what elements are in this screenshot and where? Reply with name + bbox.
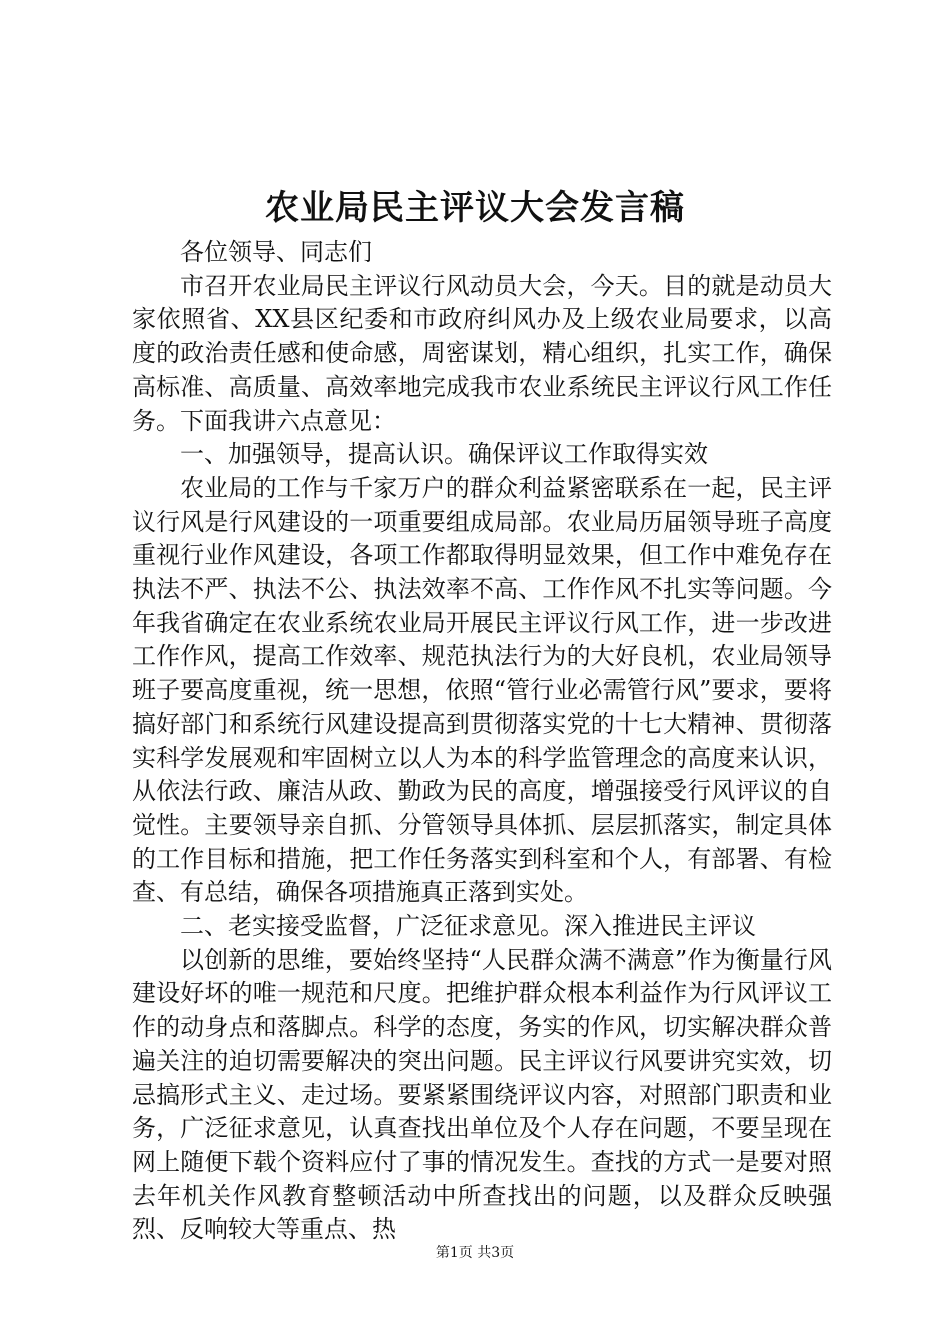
intro-paragraph: 市召开农业局民主评议行风动员大会，今天。目的就是动员大家依照省、XX县区纪委和市政府纠风办及上级农业局要求，以高度的政治责任感和使命感，周密谋划，精心组织，扎实工作，确保高标准、高质量、高效率地完成我市农业系统民主评议行风工作任务。下面我讲六点意见：: [132, 271, 832, 435]
section-heading-2: 二、老实接受监督，广泛征求意见。深入推进民主评议: [180, 912, 756, 941]
section-paragraph-2: 以创新的思维，要始终坚持“人民群众满不满意”作为衡量行风建设好坏的唯一规范和尺度。把维护群众根本利益作为行风评议工作的动身点和落脚点。科学的态度，务实的作风，切实解决群众普遍关注的迫切需要解决的突出问题。民主评议行风要讲究实效，切忌搞形式主义、走过场。要紧紧围绕评议内容，对照部门职责和业务，广泛征求意见，认真查找出单位及个人存在问题，不要呈现在网上随便下载个资料应付了事的情况发生。查找的方式一是要对照去年机关作风教育整顿活动中所查找出的问题，以及群众反映强烈、反响较大等重点、热: [132, 945, 832, 1244]
page-footer: 第1页 共3页: [435, 1245, 515, 1261]
salutation: 各位领导、同志们: [180, 238, 372, 266]
section-heading-1: 一、加强领导，提高认识。确保评议工作取得实效: [180, 440, 708, 469]
document-body: [132, 236, 832, 1247]
page-title: 农业局民主评议大会发言稿: [265, 188, 685, 228]
section-paragraph-1: 农业局的工作与千家万户的群众利益紧密联系在一起，民主评议行风是行风建设的一项重要组成局部。农业局历届领导班子高度重视行业作风建设，各项工作都取得明显效果，但工作中难免存在执法不严、执法不公、执法效率不高、工作作风不扎实等问题。今年我省确定在农业系统农业局开展民主评议行风工作，进一步改进工作作风，提高工作效率、规范执法行为的大好良机，农业局领导班子要高度重视，统一思想，依照“管行业必需管行风”要求，要将搞好部门和系统行风建设提高到贯彻落实党的十七大精神、贯彻落实科学发展观和牢固树立以人为本的科学监管理念的高度来认识，从依法行政、廉洁从政、勤政为民的高度，增强接受行风评议的自觉性。主要领导亲自抓、分管领导具体抓、层层抓落实，制定具体的工作目标和措施，把工作任务落实到科室和个人，有部署、有检查、有总结，确保各项措施真正落到实处。: [132, 473, 832, 907]
